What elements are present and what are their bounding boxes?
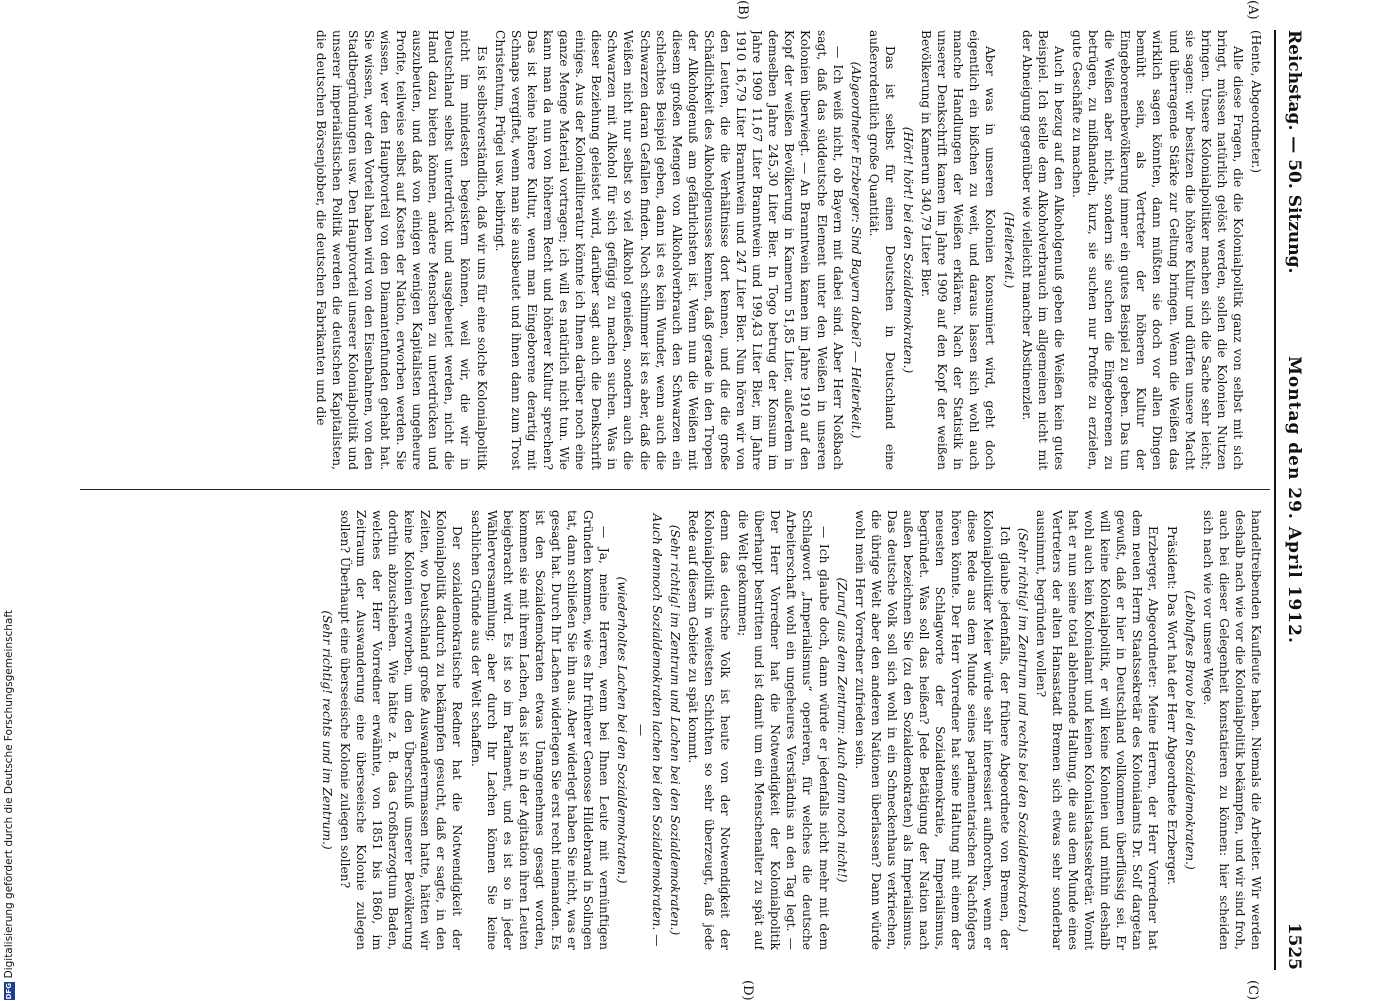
margin-marker-d: (D) — [740, 980, 755, 1001]
left-column-paragraph: Es ist selbstverständlich, daß wir uns für eine solche Kolonialpolitik nicht im mindesten begeistern können, weil wir, die wir in Deutschland selbst unterdrückt und ausgebeutet werden, nicht die Hand dazu bieten können, andere Menschen zu unterdrücken und auszubeuten, und daß von einigen wenigen Kapitalisten ungeheure Profite, teilweise selbst auf Kosten der Nation, erworben werden. Sie wissen, wer den Hauptvorteil von den Diamantenfunden gehabt hat. Sie wissen, wer den Vorteil haben wird von den Eisenbahnen, von den Stadtbegründungen usw. Den Hauptvorteil unserer Kolonialpolitik und unserer imperialistischen Politik werden die deutschen Kapitalisten, die deutschen Börsenjobber, die deutschen Fabrikanten und die — [313, 30, 489, 470]
digitization-note-text: Digitalisierung gefördert durch die Deutsche Forschungsgemeinschaft — [3, 610, 15, 979]
left-column-paragraph: (Abgeordneter Erzberger: Sind Bayern dabei? — Heiterkeit.) — [848, 61, 863, 439]
right-column-paragraph: Der sozialdemokratische Redner hat die Notwendigkeit der Kolonialpolitik dadurch zu bekämpfen gesucht, daß er sagte, in den Zeiten, wo Deutschland große Auswanderermassen hatte, hätten wir keine Kolonien erworben, um den Überschuß unserer Bevölkerung dorthin abzuschieben. Wie hätte z. B. das Großherzogtum Baden, welches der Herr Vorredner erwähnte, von 1851 bis 1860, im Zeitraum der Auswanderung eine überseeische Kolonie zulegen sollen? Überhaupt eine überseeische Kolonie zulegen sollen? — [337, 510, 465, 950]
right-column-paragraph: (Sehr richtig! rechts und im Zentrum.) — [319, 610, 334, 850]
left-text-column — [84, 30, 1264, 470]
left-column-paragraph: (Hente, Abgeordneter.) — [1249, 30, 1263, 174]
left-column-paragraph: Alle diese Fragen, die die Kolonialpolitik ganz von selbst mit sich bringt, müssen natürlich gelöst werden, sollen die Kolonien Nutzen bringen. Unsere Kolonialpolitiker machen sich die Sache sehr leicht; sie sagen: wir besitzen die höhere Kultur und dürfen unsere Macht und überragende Stärke zur Geltung bringen. Wenn die Weißen das wirklich sagen könnten, dann müßten sie doch vor allen Dingen bemüht sein, als Vertreter der höheren Kultur der Eingeborenenbevölkerung immer ein gutes Beispiel zu geben. Das tun die Weißen aber nicht, sondern sie suchen die Eingeborenen zu betrügen, zu mißhandeln, kurz, sie suchen nur Profite zu erzielen, gute Geschäfte zu machen. — [1069, 30, 1245, 470]
left-column-paragraph: Aber was in unseren Kolonien konsumiert wird, geht doch eigentlich ein bißchen zu weit, und daraus lassen sich wohl auch manche Handlungen der Weißen erklären. Nach der Statistik in unserer Denkschrift kamen im Jahre 1909 auf den Kopf der weißen Bevölkerung in Kamerun 340,79 Liter Bier. — [919, 30, 998, 470]
right-column-paragraph: (wiederholtes Lachen bei den Sozialdemokraten.) — [615, 576, 630, 884]
right-column-paragraph: denn das deutsche Volk ist heute von der Notwendigkeit der Kolonialpolitik in weitesten Schichten so sehr überzeugt, daß jede Rede auf diesem Gebiete zu spät kommt. — [685, 510, 732, 950]
margin-marker-a: (A) — [1245, 0, 1260, 20]
right-text-column — [84, 510, 1264, 950]
right-column-paragraph: Erzberger, Abgeordneter: Meine Herren, der Herr Vorredner hat dem neuen Herrn Staatssekretär des Kolonialamts Dr. Solf dargetan gewußt, daß er hier in Deutschland vollkommen überflüssig sei. Er will keine Kolonialpolitik, er will keine Kolonien und mithin deshalb wohl auch kein Kolonialamt und keinen Kolonialstaatssekretär. Womit hat er nun seine total ablehnende Haltung, die aus dem Munde eines Vertreters der alten Hansastadt Bremen sich etwas sehr sonderbar ausnimmt, begründen wollen? — [1033, 510, 1161, 950]
right-column-paragraph: Präsident: Das Wort hat der Herr Abgeordnete Erzberger. — [1164, 526, 1179, 885]
right-column-paragraph: (Sehr richtig! im Zentrum und rechts bei den Sozialdemokraten.) — [1015, 527, 1030, 933]
column-divider — [80, 489, 1270, 490]
margin-marker-c: (C) — [1245, 980, 1260, 1001]
left-column-paragraph: — Ich weiß nicht, ob Bayern mit dabei sind. Aber Herr Noßbach sagt, daß das süddeutsche Element unter den Weißen in unseren Kolonien überwiegt. — An Branntwein kamen im Jahre 1910 auf den Kopf der weißen Bevölkerung in Kamerun 51,85 Liter, außerdem in demselben Jahre 245,30 Liter Bier. In Togo betrug der Konsum im Jahre 1909 11,67 Liter Branntwein und 199,43 Liter Bier, im Jahre 1910 16,79 Liter Branntwein und 247 Liter Bier. Nun hören wir von den Leuten, die die Verhältnisse dort kennen, und die die große Schädlichkeit des Alkoholgenusses kennen, daß gerade in den Tropen der Alkoholgenuß am gefährlichsten ist. Wenn nun die Weißen mit diesem großen Mengen von Alkoholverbrauch den Schwarzen ein schlechtes Beispiel geben, dann ist es kein Wunder, wenn auch die Schwarzen daran Gefallen finden. Noch schlimmer ist es aber, daß die Weißen nicht nur selbst so viel Alkohol genießen, sondern auch die Schwarzen mit Alkohol für sich gefügig zu machen suchen. Was in dieser Beziehung geleistet wird, darüber sagt auch die Denkschrift einiges. Aus der Kolonialliteratur könnte ich Ihnen darüber noch eine ganze Menge Material vortragen; ich will es natürlich nicht tun. Wie kann man da nun von höherem Recht und höherer Kultur sprechen? Das ist keine höhere Kultur, wenn man Eingeborene derartig mit Schnaps vergiftet, wenn man sie ausbeutet und ihnen dann zum Trost Christentum, Prügel usw. beibringt. — [492, 30, 845, 470]
left-column-paragraph: Das ist selbst für einen Deutschen in Deutschland eine außerordentlich große Quantität. — [866, 30, 897, 470]
right-column-paragraph: (Sehr richtig! im Zentrum und Lachen bei den Sozialdemokraten.) — [667, 524, 682, 936]
right-column-paragraph: handeltreibenden Kaufleute haben. Niemals die Arbeiter. Wir werden deshalb nach wie vor die Kolonialpolitik bekämpfen, und wir sind froh, auch bei dieser Gelegenheit konstatieren zu können: hier scheiden sich nach wie vor unsere Wege. — [1200, 510, 1263, 950]
right-column-paragraph: — Ja, meine Herren, wenn bei Ihnen Leute mit vernünftigen Gründen kommen, wie es Ihr früherer Genosse Hildebrand in Solingen tat, dann schließen Sie ihn aus. Aber widerlegt haben Sie nicht, was er gesagt hat. Durch Ihr Lachen widerlegen Sie erst recht niemanden. Es ist den Sozialdemokraten etwas Unangenehmes gesagt worden, kommen sie mit ihrem Lachen, das ist so in der Agitation ihren Leuten beigebracht wird. Es ist so im Parlament, und es ist so in jeder Wählerversammlung; aber durch Ihr Lachen können Sie keine sachlichen Gründe aus der Welt schaffen. — [468, 510, 612, 950]
page-header — [1274, 30, 1310, 970]
right-column-paragraph: Ich glaube jedenfalls, der frühere Abgeordnete von Bremen, der Kolonialpolitiker Meier würde sehr interessiert aufhorchen, wenn er diese Rede aus dem Munde seines parlamentarischen Nachfolgers hören könnte. Der Herr Vorredner hat seine Haltung mit einem der neuesten Schlagworte der Sozialdemokratie, Imperialismus, begründet. Was soll das heißen? Jede Betätigung der Nation nach außen bezeichnen Sie (zu den Sozialdemokraten) als Imperialismus. Das deutsche Volk soll sich wohl in ein Schneckenhaus verkriechen, die übrige Welt aber den anderen Nationen überlassen? Dann würde wohl mein Herr Vorredner zufrieden sein. — [852, 510, 1012, 950]
left-column-paragraph: Auch in bezug auf den Alkoholgenuß geben die Weißen kein gutes Beispiel. Ich stelle dem Alkoholverbrauch im allgemeinen nicht mit der Abneigung gegenüber wie vielleicht mancher Abstinenzler. — [1019, 30, 1066, 470]
header-date: Montag den 29. April 1912. — [1284, 356, 1304, 644]
scanned-page-frame — [80, 0, 1310, 1001]
left-column-paragraph: (Heiterkeit.) — [1001, 211, 1016, 289]
right-column-paragraph: — Ich glaube doch, dann würde er jedenfalls nicht mehr mit dem Schlagwort „Imperialismus“ operieren, für welches die deutsche Arbeiterschaft wohl ein ungeheures Verständnis an den Tag legt. — Der Herr Vorredner hat die Notwendigkeit der Kolonialpolitik überhaupt bestritten und ist damit um ein Menschenalter zu spät auf die Welt gekommen; — [736, 510, 831, 950]
margin-marker-b: (B) — [735, 0, 750, 20]
digitization-note — [1, 0, 19, 1000]
right-column-paragraph: (Zuruf aus dem Zentrum: Auch dann noch nicht!) — [834, 577, 849, 883]
header-session: Reichstag. — 50. Sitzung. — [1284, 30, 1304, 274]
right-column-paragraph: (Lebhaftes Bravo bei den Sozialdemokraten.) — [1182, 590, 1197, 870]
left-column-paragraph: (Hört! hört! bei den Sozialdemokraten.) — [901, 126, 916, 374]
page-number: 1525 — [1284, 922, 1304, 970]
document-page — [80, 0, 1310, 1001]
right-column-paragraph: Auch dennoch Sozialdemokraten lachen bei den Sozialdemokraten. — — — [633, 513, 664, 947]
dfg-logo: DFG — [4, 983, 13, 1000]
